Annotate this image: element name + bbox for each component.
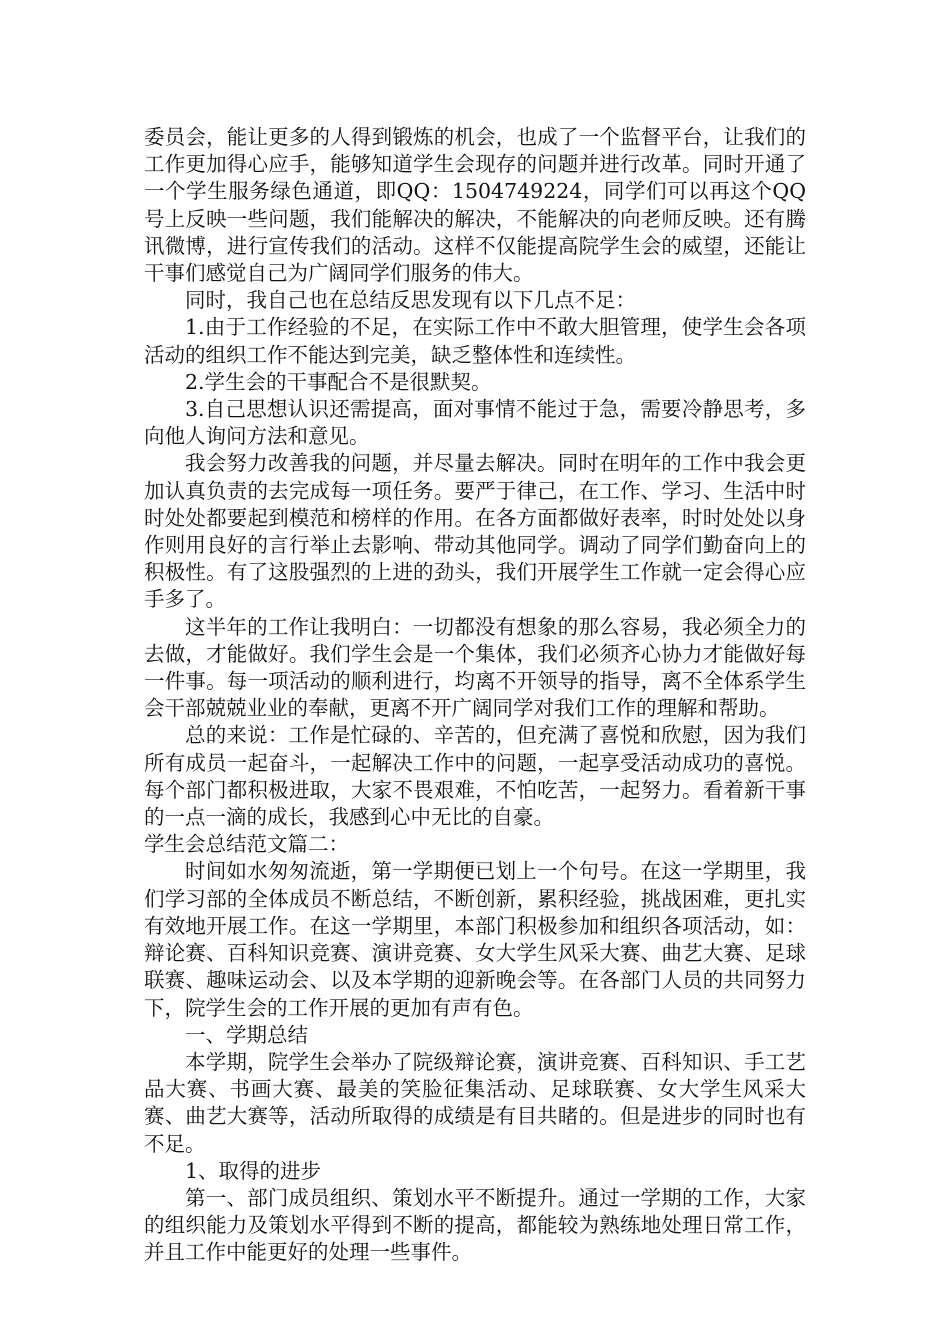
- paragraph-conclusion: 总的来说：工作是忙碌的、辛苦的，但充满了喜悦和欣慰，因为我们所有成员一起奋斗，一起解决工作中的问题，一起享受活动成功的喜悦。每个部门都积极进取，大家不畏艰难，不怕吃苦，一起努力。看着新干事的一点一滴的成长，我感到心中无比的自豪。: [144, 723, 806, 830]
- heading-semester-summary: 一、学期总结: [185, 1022, 308, 1047]
- paragraph-activities: 本学期，院学生会举办了院级辩论赛，演讲竞赛、百科知识、手工艺品大赛、书画大赛、最美的笑脸征集活动、足球联赛、女大学生风采大赛、曲艺大赛等，活动所取得的成绩是有目共睹的。但是进步的同时也有不足。: [144, 1049, 806, 1156]
- section-heading-sample-two: 学生会总结范文篇二：: [144, 832, 349, 857]
- paragraph-improvement: 我会努力改善我的问题，并尽量去解决。同时在明年的工作中我会更加认真负责的去完成每一项任务。要严于律己，在工作、学习、生活中时时处处都要起到模范和榜样的作用。在各方面都做好表率，时时处处以身作则用良好的言行举止去影响、带动其他同学。调动了同学们勤奋向上的积极性。有了这股强烈的上进的劲头，我们开展学生工作就一定会得心应手多了。: [144, 451, 806, 612]
- document-page: [144, 124, 806, 1267]
- paragraph-lesson: 这半年的工作让我明白：一切都没有想象的那么容易，我必须全力的去做，才能做好。我们学生会是一个集体，我们必须齐心协力才能做好每一件事。每一项活动的顺利进行，均离不开领导的指导，离不全体系学生会干部兢兢业业的奉献，更离不开广阔同学对我们工作的理解和帮助。: [144, 614, 806, 721]
- paragraph-shortcoming-3: 3.自己思想认识还需提高，面对事情不能过于急，需要冷静思考，多向他人询问方法和意见。: [144, 397, 806, 449]
- paragraph-shortcomings-intro: 同时，我自己也在总结反思发现有以下几点不足：: [185, 288, 636, 313]
- heading-progress: 1、取得的进步: [185, 1158, 322, 1183]
- paragraph-shortcoming-1: 1.由于工作经验的不足，在实际工作中不敢大胆管理，使学生会各项活动的组织工作不能达到完美，缺乏整体性和连续性。: [144, 315, 806, 367]
- paragraph-progress-first: 第一、部门成员组织、策划水平不断提升。通过一学期的工作，大家的组织能力及策划水平得到不断的提高，都能较为熟练地处理日常工作，并且工作中能更好的处理一些事件。: [144, 1185, 806, 1265]
- paragraph-semester-intro: 时间如水匆匆流逝，第一学期便已划上一个句号。在这一学期里，我们学习部的全体成员不断总结，不断创新，累积经验，挑战困难，更扎实有效地开展工作。在这一学期里，本部门积极参加和组织各项活动，如：辩论赛、百科知识竞赛、演讲竞赛、女大学生风采大赛、曲艺大赛、足球联赛、趣味运动会、以及本学期的迎新晚会等。在各部门人员的共同努力下，院学生会的工作开展的更加有声有色。: [144, 859, 806, 1020]
- paragraph-continuation: 委员会，能让更多的人得到锻炼的机会，也成了一个监督平台，让我们的工作更加得心应手，能够知道学生会现存的问题并进行改革。同时开通了一个学生服务绿色通道，即QQ：1504749224，同学们可以再这个QQ号上反映一些问题，我们能解决的解决，不能解决的向老师反映。还有腾讯微博，进行宣传我们的活动。这样不仅能提高院学生会的威望，还能让干事们感觉自己为广阔同学们服务的伟大。: [144, 125, 806, 286]
- paragraph-shortcoming-2: 2.学生会的干事配合不是很默契。: [185, 369, 492, 394]
